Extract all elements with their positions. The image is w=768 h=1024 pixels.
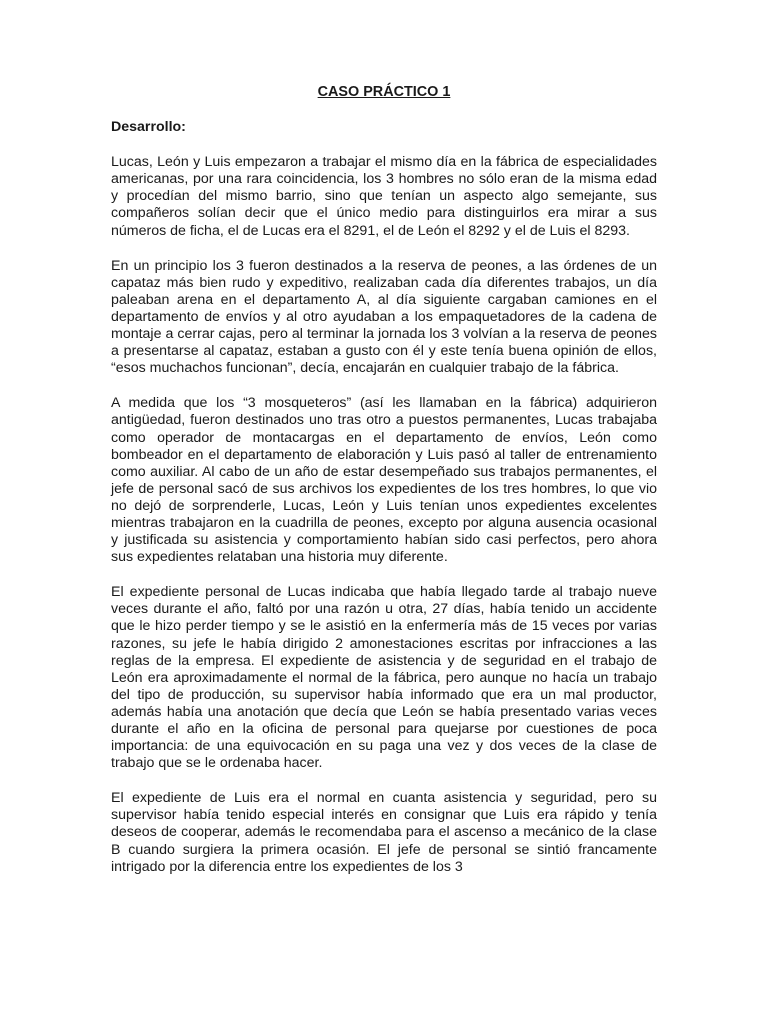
paragraph-1: Lucas, León y Luis empezaron a trabajar el mismo día en la fábrica de especialidades americanas, por una rara coincidencia, los 3 hombres no sólo eran de la misma edad y procedían del mismo barrio, sino que tenían un aspecto algo semejante, sus compañeros solían decir que el único medio para distinguirlos era mirar a sus números de ficha, el de Lucas era el 8291, el de León el 8292 y el de Luis el 8293. — [111, 154, 657, 239]
paragraph-5: El expediente de Luis era el normal en cuanta asistencia y seguridad, pero su supervisor había tenido especial interés en consignar que Luis era rápido y tenía deseos de cooperar, además le recomendaba para el ascenso a mecánico de la clase B cuando surgiera la primera ocasión. El jefe de personal se sintió francamente intrigado por la diferencia entre los expedientes de los 3 — [111, 790, 657, 875]
section-heading: Desarrollo: — [111, 119, 186, 136]
paragraph-4: El expediente personal de Lucas indicaba que había llegado tarde al trabajo nueve veces durante el año, faltó por una razón u otra, 27 días, había tenido un accidente que le hizo perder tiempo y se le asistió en la enfermería más de 15 veces por varias razones, su jefe le había dirigido 2 amonestaciones escritas por infracciones a las reglas de la empresa. El expediente de asistencia y de seguridad en el trabajo de León era aproximadamente el normal de la fábrica, pero aunque no hacía un trabajo del tipo de producción, su supervisor había informado que era un mal productor, además había una anotación que decía que León se había presentado varias veces durante el año en la oficina de personal para quejarse por cuestiones de poca importancia: de una equivocación en su paga una vez y dos veces de la clase de trabajo que se le ordenaba hacer. — [111, 584, 657, 772]
paragraph-2: En un principio los 3 fueron destinados a la reserva de peones, a las órdenes de un capataz más bien rudo y expeditivo, realizaban cada día diferentes trabajos, un día paleaban arena en el departamento A, al día siguiente cargaban camiones en el departamento de envíos y al otro ayudaban a los empaquetadores de la cadena de montaje a cerrar cajas, pero al terminar la jornada los 3 volvían a la reserva de peones a presentarse al capataz, estaban a gusto con él y este tenía buena opinión de ellos, “esos muchachos funcionan”, decía, encajarán en cualquier trabajo de la fábrica. — [111, 257, 657, 377]
document-body — [111, 84, 657, 876]
paragraph-3: A medida que los “3 mosqueteros” (así les llamaban en la fábrica) adquirieron antigüedad, fueron destinados uno tras otro a puestos permanentes, Lucas trabajaba como operador de montacargas en el departamento de envíos, León como bombeador en el departamento de elaboración y Luis pasó al taller de entrenamiento como auxiliar. Al cabo de un año de estar desempeñado sus trabajos permanentes, el jefe de personal sacó de sus archivos los expedientes de los tres hombres, lo que vio no dejó de sorprenderle, Lucas, León y Luis tenían unos expedientes excelentes mientras trabajaron en la cuadrilla de peones, excepto por alguna ausencia ocasional y justificada su asistencia y comportamiento habían sido casi perfectos, pero ahora sus expedientes relataban una historia muy diferente. — [111, 395, 657, 566]
document-title: CASO PRÁCTICO 1 — [317, 84, 451, 100]
